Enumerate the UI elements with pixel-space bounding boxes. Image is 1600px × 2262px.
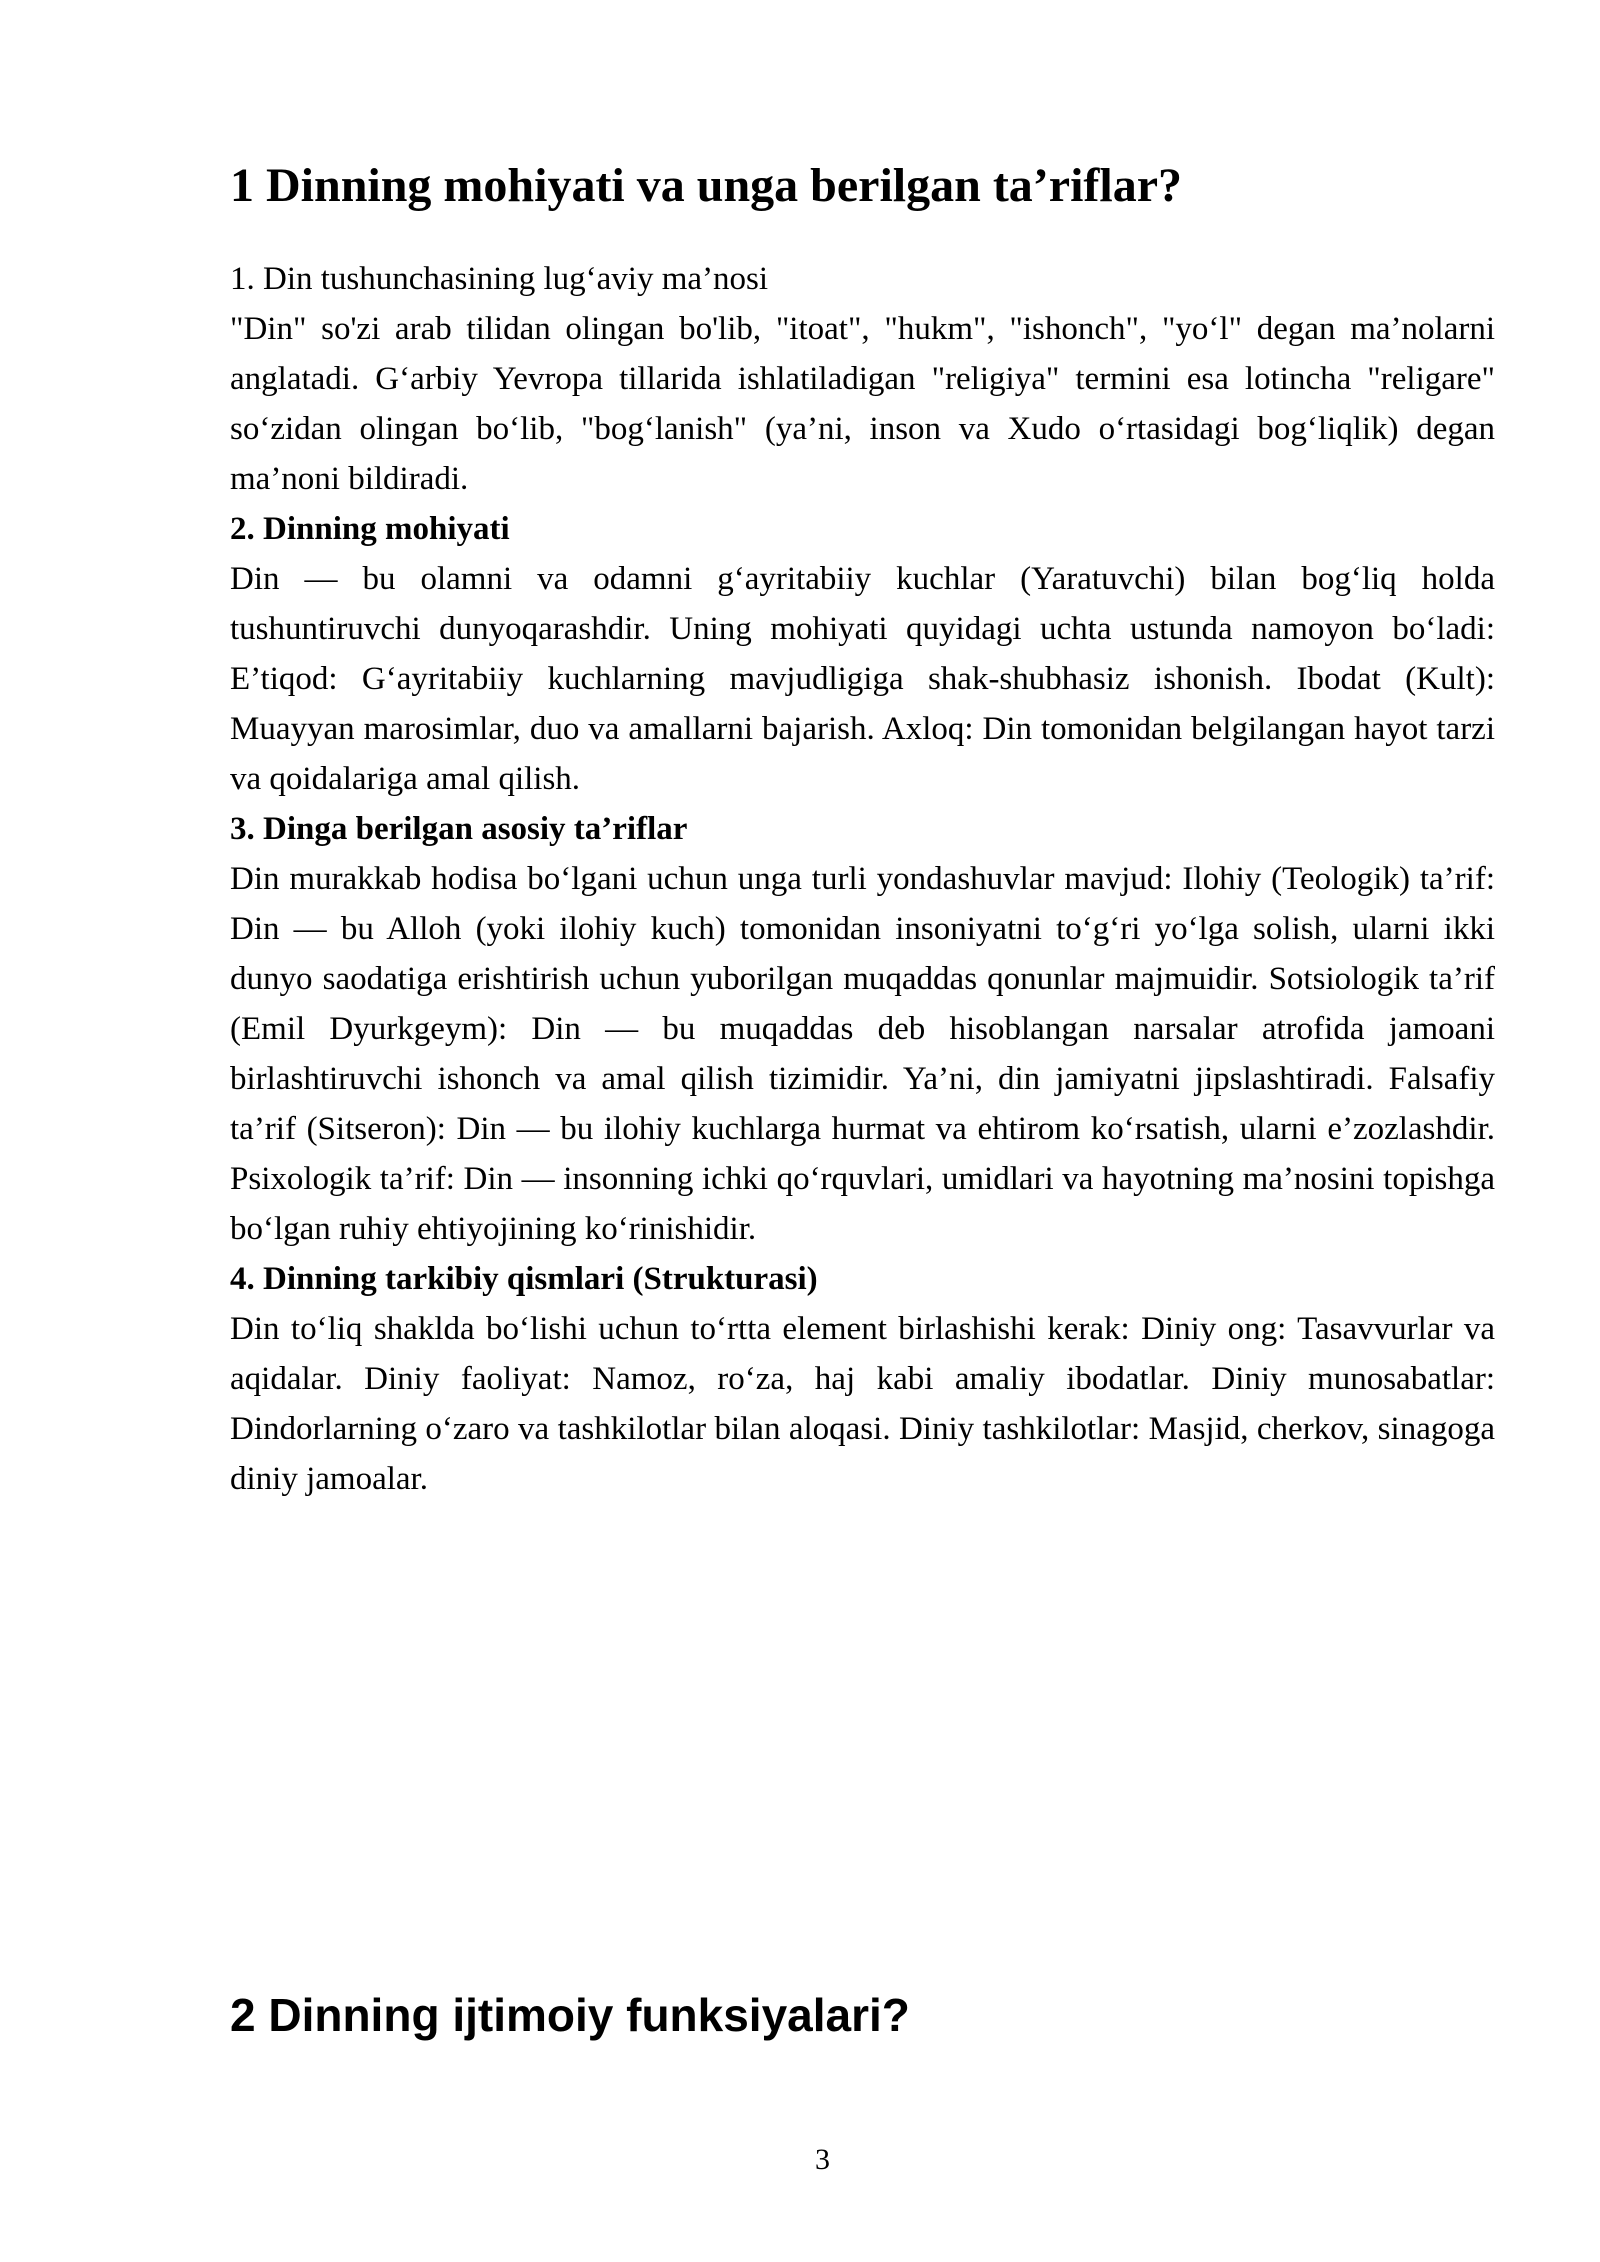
section-1-text: "Din" so'zi arab tilidan olingan bo'lib, "itoat", "hukm", "ishonch", "yo‘l" degan ma’nolarni anglatadi. G‘arbiy Yevropa tillarida ishlatiladigan "religiya" termini esa lotincha "religare" so‘zidan olingan bo‘lib, "bog‘lanish" (ya’ni, inson va Xudo o‘rtasidagi bog‘liqlik) degan ma’noni bildiradi. — [230, 311, 1495, 497]
heading-2: 2 Dinning ijtimoiy funksiyalari? — [230, 1989, 910, 2041]
section-1-title: 1. Din tushunchasining lug‘aviy ma’nosi — [230, 261, 769, 297]
section-3-text: Din murakkab hodisa bo‘lgani uchun unga turli yondashuvlar mavjud: Ilohiy (Teologik) ta’rif: Din — bu Alloh (yoki ilohiy kuch) tomonidan insoniyatni to‘g‘ri yo‘lga solish, ularni ikki dunyo saodatiga erishtirish uchun yuborilgan muqaddas qonunlar majmuidir. Sotsiologik ta’rif (Emil Dyurkgeym): Din — bu muqaddas deb hisoblangan narsalar atrofida jamoani birlashtiruvchi ishonch va amal qilish tizimidir. Ya’ni, din jamiyatni jipslashtiradi. Falsafiy ta’rif (Sitseron): Din — bu ilohiy kuchlarga hurmat va ehtirom ko‘rsatish, ularni e’zozlashdir. Psixologik ta’rif: Din — insonning ichki qo‘rquvlari, umidlari va hayotning ma’nosini topishga bo‘lgan ruhiy ehtiyojining ko‘rinishidir. — [230, 861, 1495, 1247]
heading-1: 1 Dinning mohiyati va unga berilgan ta’riflar? — [230, 159, 1183, 212]
section-body — [230, 254, 1495, 1504]
section-4-text: Din to‘liq shaklda bo‘lishi uchun to‘rtta element birlashishi kerak: Diniy ong: Tasavvurlar va aqidalar. Diniy faoliyat: Namoz, ro‘za, haj kabi amaliy ibodatlar. Diniy munosabatlar: Dindorlarning o‘zaro va tashkilotlar bilan aloqasi. Diniy tashkilotlar: Masjid, cherkov, sinagoga diniy jamoalar. — [230, 1311, 1495, 1497]
section-4-title: 4. Dinning tarkibiy qismlari (Strukturasi) — [230, 1261, 818, 1297]
section-2-text: Din — bu olamni va odamni g‘ayritabiiy kuchlar (Yaratuvchi) bilan bog‘liq holda tushuntiruvchi dunyoqarashdir. Uning mohiyati quyidagi uchta ustunda namoyon bo‘ladi: E’tiqod: G‘ayritabiiy kuchlarning mavjudligiga shak-shubhasiz ishonish. Ibodat (Kult): Muayyan marosimlar, duo va amallarni bajarish. Axloq: Din tomonidan belgilangan hayot tarzi va qoidalariga amal qilish. — [230, 561, 1495, 797]
section-2-title: 2. Dinning mohiyati — [230, 511, 510, 547]
section-3-title: 3. Dinga berilgan asosiy ta’riflar — [230, 811, 688, 847]
page-number: 3 — [815, 2143, 830, 2176]
